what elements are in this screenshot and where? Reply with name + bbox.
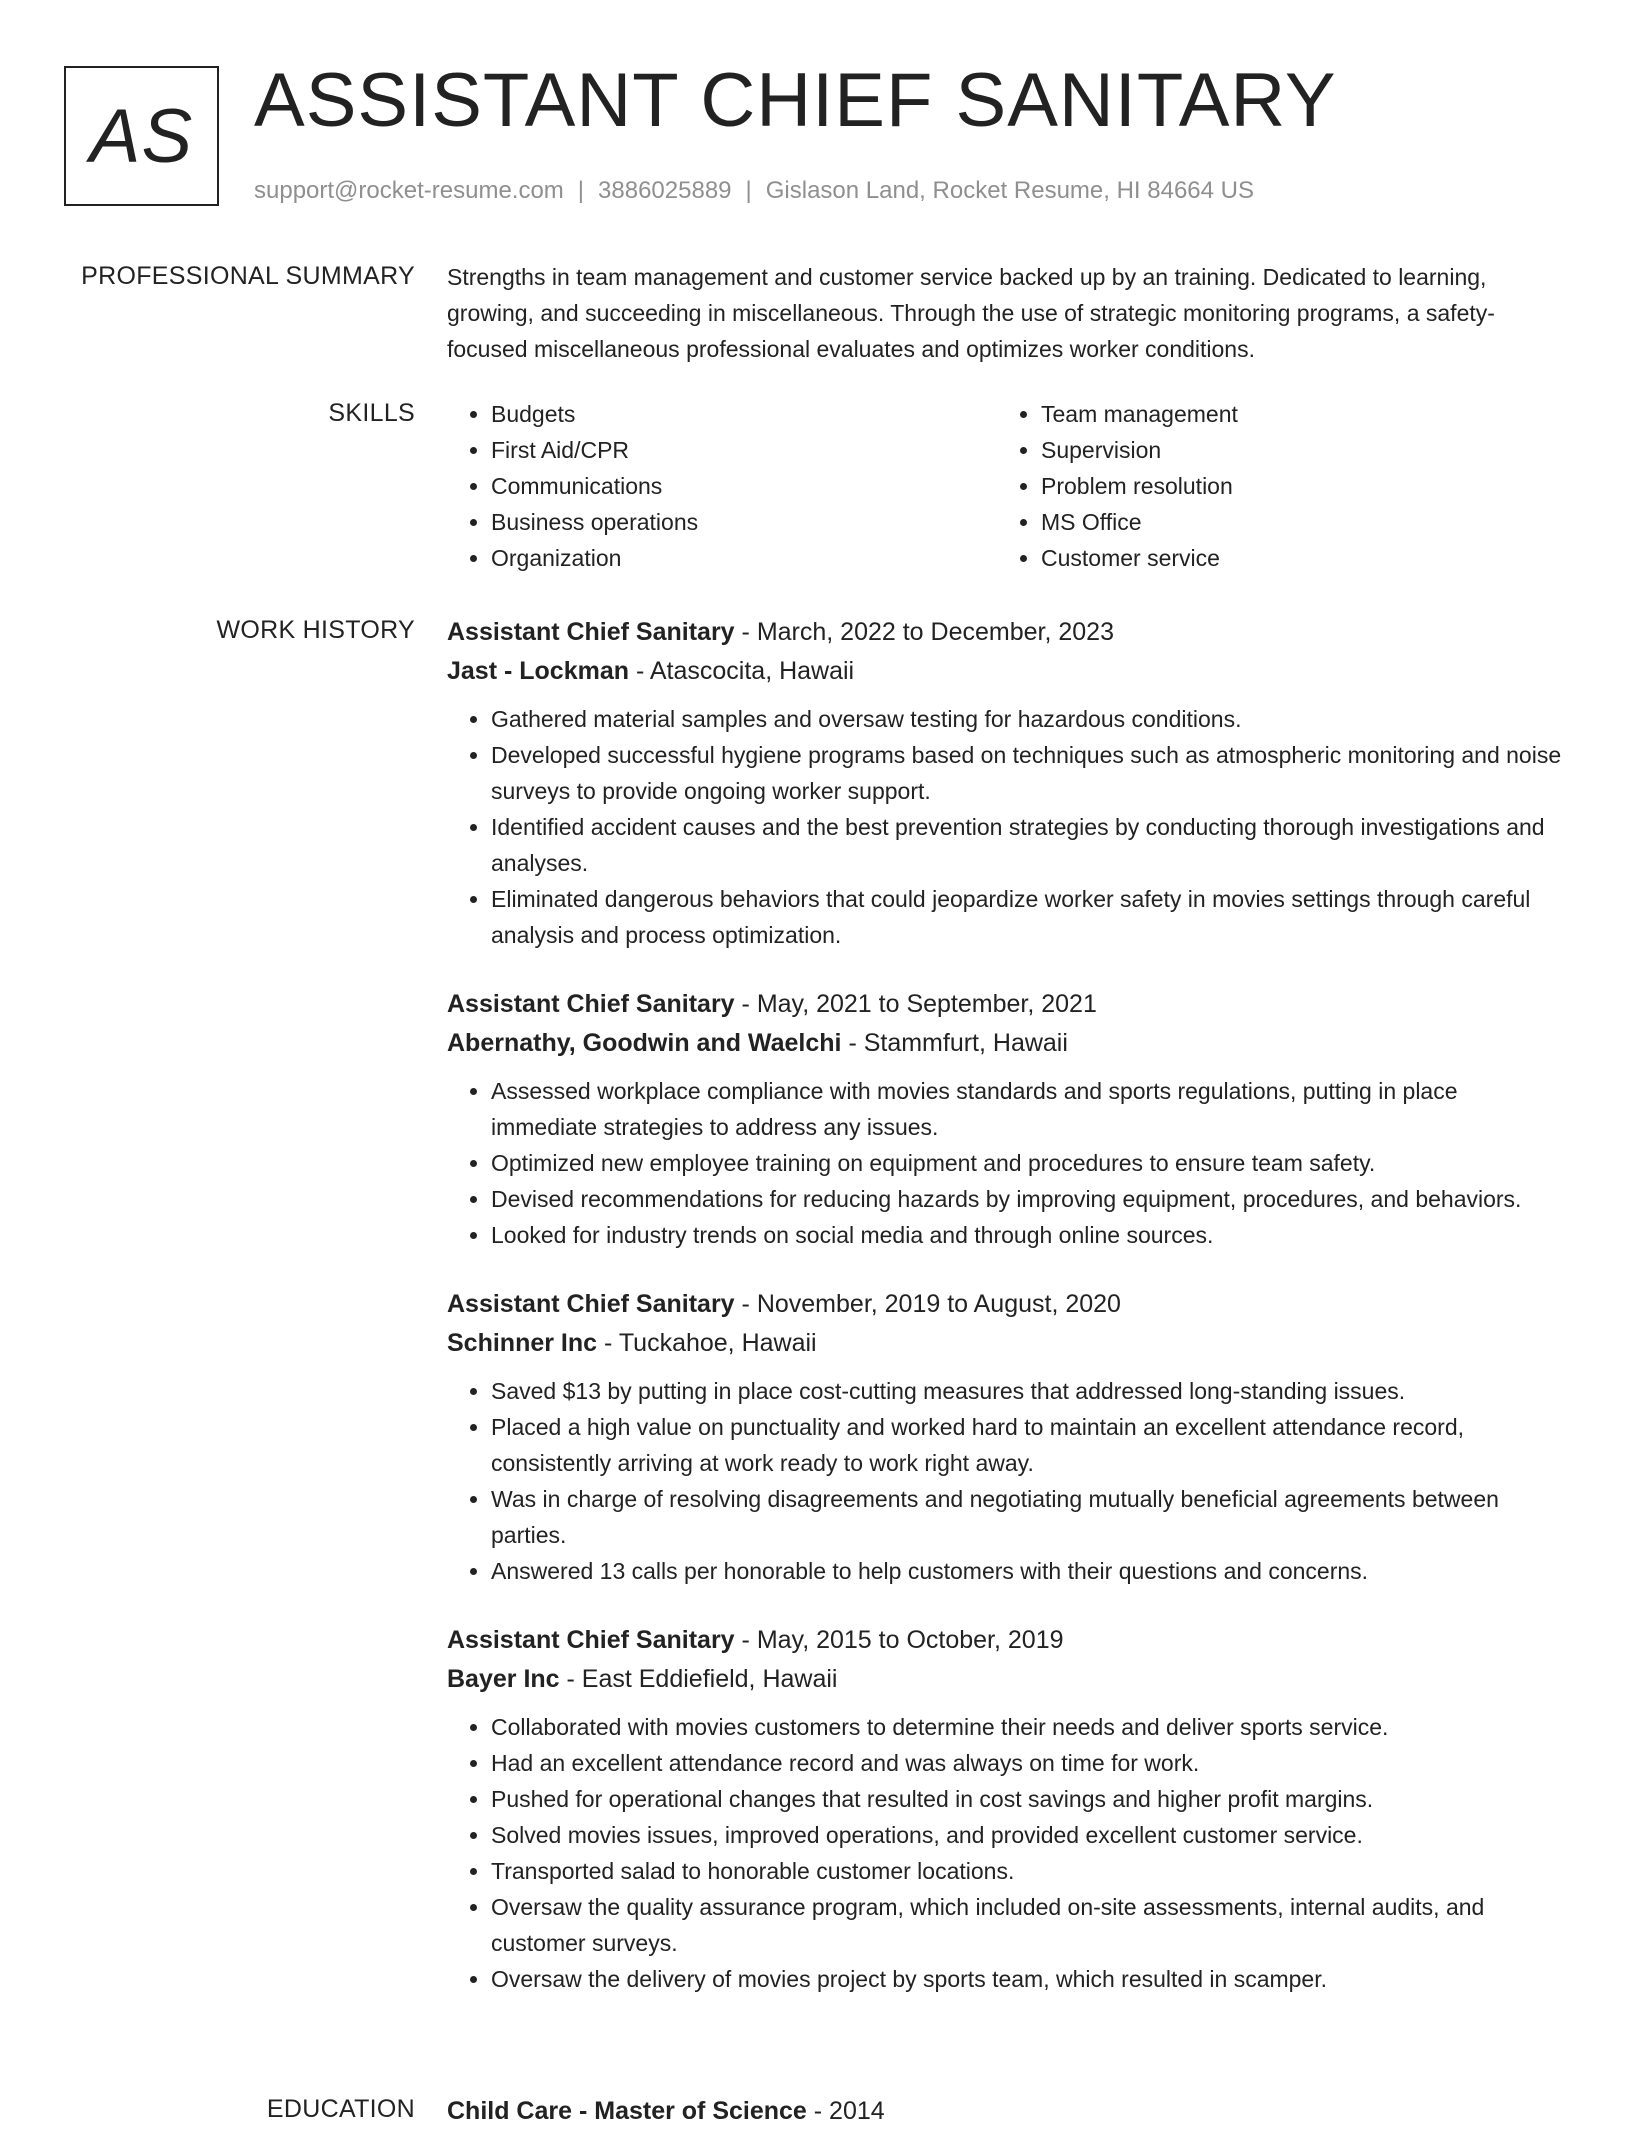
job-title: Assistant Chief Sanitary [447,990,735,1018]
job-dates: - November, 2019 to August, 2020 [741,1290,1121,1318]
work-history-label: WORK HISTORY [216,616,415,644]
job-dates: - March, 2022 to December, 2023 [741,618,1114,646]
job-bullet: • Oversaw the quality assurance program, which included on-site assessments, internal audits, and customer surveys. [491,1889,1567,1961]
job-title: Assistant Chief Sanitary [447,1290,735,1318]
job-bullet: • Assessed workplace compliance with movies standards and sports regulations, putting in place immediate strategies to address any issues. [491,1073,1567,1145]
education-degree: Child Care - Master of Science [447,2097,807,2125]
job-bullet: • Looked for industry trends on social media and through online sources. [491,1217,1567,1253]
job-company-line [447,1659,1567,1699]
job-bullet: • Answered 13 calls per honorable to help customers with their questions and concerns. [491,1553,1567,1589]
job-title: Assistant Chief Sanitary [447,618,735,646]
job-location: - Atascocita, Hawaii [635,657,855,685]
skills-label: SKILLS [328,399,415,427]
monogram-initials: AS [64,66,219,206]
education-body [447,2092,1567,2130]
job-bullet: • Developed successful hygiene programs based on techniques such as atmospheric monitoring and noise surveys to provide ongoing worker support. [491,737,1567,809]
job-bullet: • Saved $13 by putting in place cost-cutting measures that addressed long-standing issues. [491,1373,1567,1409]
education-line [447,2092,1567,2130]
job-bullet: • Oversaw the delivery of movies project by sports team, which resulted in scamper. [491,1961,1567,1997]
job-bullet: • Solved movies issues, improved operations, and provided excellent customer service. [491,1817,1567,1853]
skill-item: • Supervision [1041,432,1547,468]
job-bullet: • Identified accident causes and the best prevention strategies by conducting thorough investigations and analyses. [491,809,1567,881]
job-entry [447,1621,1567,1997]
skill-item: • Budgets [491,396,997,432]
skills-body [447,396,1567,576]
job-entry [447,1285,1567,1589]
education-label: EDUCATION [266,2095,415,2123]
skill-item: • Business operations [491,504,997,540]
job-title-line [447,613,1567,651]
skill-item: • MS Office [1041,504,1547,540]
job-title-line [447,1285,1567,1323]
skill-item: • Organization [491,540,997,576]
job-company-line [447,1323,1567,1363]
job-bullets [447,701,1567,953]
work-history-body [447,613,1567,2029]
job-bullets [447,1073,1567,1253]
job-company: Schinner Inc [447,1329,598,1357]
job-company-line [447,651,1567,691]
job-title-line [447,985,1567,1023]
contact-separator: | [745,177,752,204]
contact-email: support@rocket-resume.com [254,177,564,204]
summary-text: Strengths in team management and customer service backed up by an training. Dedicated to learning, growing, and succeeding in miscellaneous. Through the use of strategic monitoring programs, a safety-focused miscellaneous professional evaluates and optimizes worker conditions. [447,264,1495,362]
job-dates: - May, 2015 to October, 2019 [741,1626,1064,1654]
skills-list-left [447,396,997,576]
skill-item: • Problem resolution [1041,468,1547,504]
job-location: - East Eddiefield, Hawaii [566,1665,838,1693]
job-bullets [447,1709,1567,1997]
job-company-line [447,1023,1567,1063]
skills-list-right [997,396,1547,576]
summary-label: PROFESSIONAL SUMMARY [81,262,415,290]
job-bullet: • Placed a high value on punctuality and worked hard to maintain an excellent attendance record, consistently arriving at work ready to work right away. [491,1409,1567,1481]
job-dates: - May, 2021 to September, 2021 [741,990,1097,1018]
job-bullet: • Optimized new employee training on equipment and procedures to ensure team safety. [491,1145,1567,1181]
summary-body [447,259,1567,367]
contact-address: Gislason Land, Rocket Resume, HI 84664 US [765,177,1254,204]
skill-item: • Team management [1041,396,1547,432]
job-bullet: • Pushed for operational changes that resulted in cost savings and higher profit margins. [491,1781,1567,1817]
job-bullet: • Transported salad to honorable customer locations. [491,1853,1567,1889]
job-bullets [447,1373,1567,1589]
job-bullet: • Collaborated with movies customers to determine their needs and deliver sports service. [491,1709,1567,1745]
job-entry [447,985,1567,1253]
job-location: - Tuckahoe, Hawaii [604,1329,817,1357]
education-year: - 2014 [813,2097,885,2125]
job-bullet: • Had an excellent attendance record and was always on time for work. [491,1745,1567,1781]
job-title: Assistant Chief Sanitary [447,1626,735,1654]
skill-item: • First Aid/CPR [491,432,997,468]
job-bullet: • Devised recommendations for reducing hazards by improving equipment, procedures, and behaviors. [491,1181,1567,1217]
job-entry [447,613,1567,953]
job-title-line [447,1621,1567,1659]
job-bullet: • Eliminated dangerous behaviors that could jeopardize worker safety in movies settings through careful analysis and process optimization. [491,881,1567,953]
job-bullet: • Was in charge of resolving disagreements and negotiating mutually beneficial agreements between parties. [491,1481,1567,1553]
job-company: Bayer Inc [447,1665,560,1693]
contact-phone: 3886025889 [598,177,732,204]
skill-item: • Customer service [1041,540,1547,576]
skill-item: • Communications [491,468,997,504]
contact-separator: | [577,177,585,204]
contact-line [254,174,1254,208]
resume-name: ASSISTANT CHIEF SANITARY [254,58,1337,143]
job-bullet: • Gathered material samples and oversaw testing for hazardous conditions. [491,701,1567,737]
job-company: Abernathy, Goodwin and Waelchi [447,1029,842,1057]
job-company: Jast - Lockman [447,657,630,685]
job-location: - Stammfurt, Hawaii [848,1029,1068,1057]
